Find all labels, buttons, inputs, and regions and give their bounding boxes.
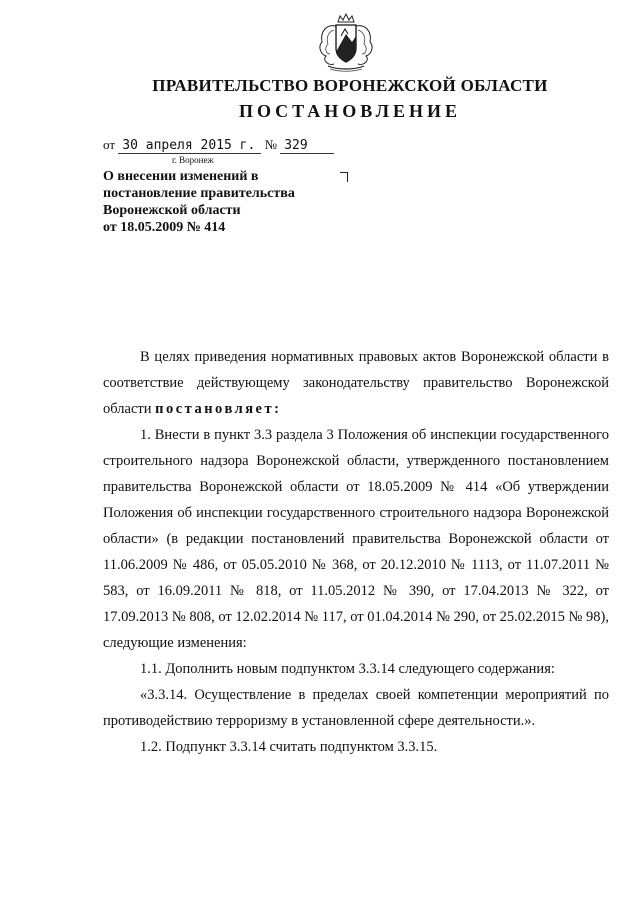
intro-text: В целях приведения нормативных правовых актов Воронежской области в соответствие действующему законодательству правительство Воронежской области — [103, 349, 609, 417]
government-title: ПРАВИТЕЛЬСТВО ВОРОНЕЖСКОЙ ОБЛАСТИ — [152, 76, 548, 95]
subject-line: от 18.05.2009 № 414 — [103, 220, 226, 235]
intro-paragraph — [103, 344, 609, 422]
date-line — [103, 137, 334, 154]
subject-line: Воронежской области — [103, 203, 241, 218]
document-number: 329 — [280, 138, 333, 154]
document-type: ПОСТАНОВЛЕНИЕ — [238, 101, 462, 121]
coat-of-arms-icon — [312, 12, 380, 74]
document-subject — [103, 168, 295, 236]
subject-line: О внесении изменений в — [103, 169, 259, 184]
subject-line: постановление правительства — [103, 186, 295, 201]
decree-word: постановляет: — [155, 401, 282, 417]
document-date: 30 апреля 2015 г. — [118, 138, 261, 154]
number-label: № — [264, 137, 277, 152]
from-label: от — [103, 137, 116, 152]
paragraph-1-1: 1.1. Дополнить новым подпунктом 3.3.14 следующего содержания: — [140, 661, 555, 677]
city-label: г. Воронеж — [172, 155, 214, 165]
paragraph-1-1-text: «3.3.14. Осуществление в пределах своей компетенции мероприятий по противодействию терроризму в установленной сфере деятельности.». — [103, 687, 609, 729]
paragraph-1-2: 1.2. Подпункт 3.3.14 считать подпунктом 3.3.15. — [140, 739, 438, 755]
corner-bracket-mark — [340, 172, 348, 182]
paragraph-1: 1. Внести в пункт 3.3 раздела 3 Положения об инспекции государственного строительного надзора Воронежской области, утвержденного постановлением правительства Воронежской области от 18.05.2009 № 414 «Об утверждении Положения об инспекции государственного строительного надзора Воронежской области» (в редакции постановлений правительства Воронежской области от 11.06.2009 № 486, от 05.05.2010 № 368, от 20.12.2010 № 1113, от 11.07.2011 № 583, от 16.09.2011 № 818, от 11.05.2012 № 390, от 17.04.2013 № 322, от 17.09.2013 № 808, от 12.02.2014 № 117, от 01.04.2014 № 290, от 25.02.2015 № 98), следующие изменения: — [103, 427, 609, 651]
document-body — [103, 344, 609, 760]
